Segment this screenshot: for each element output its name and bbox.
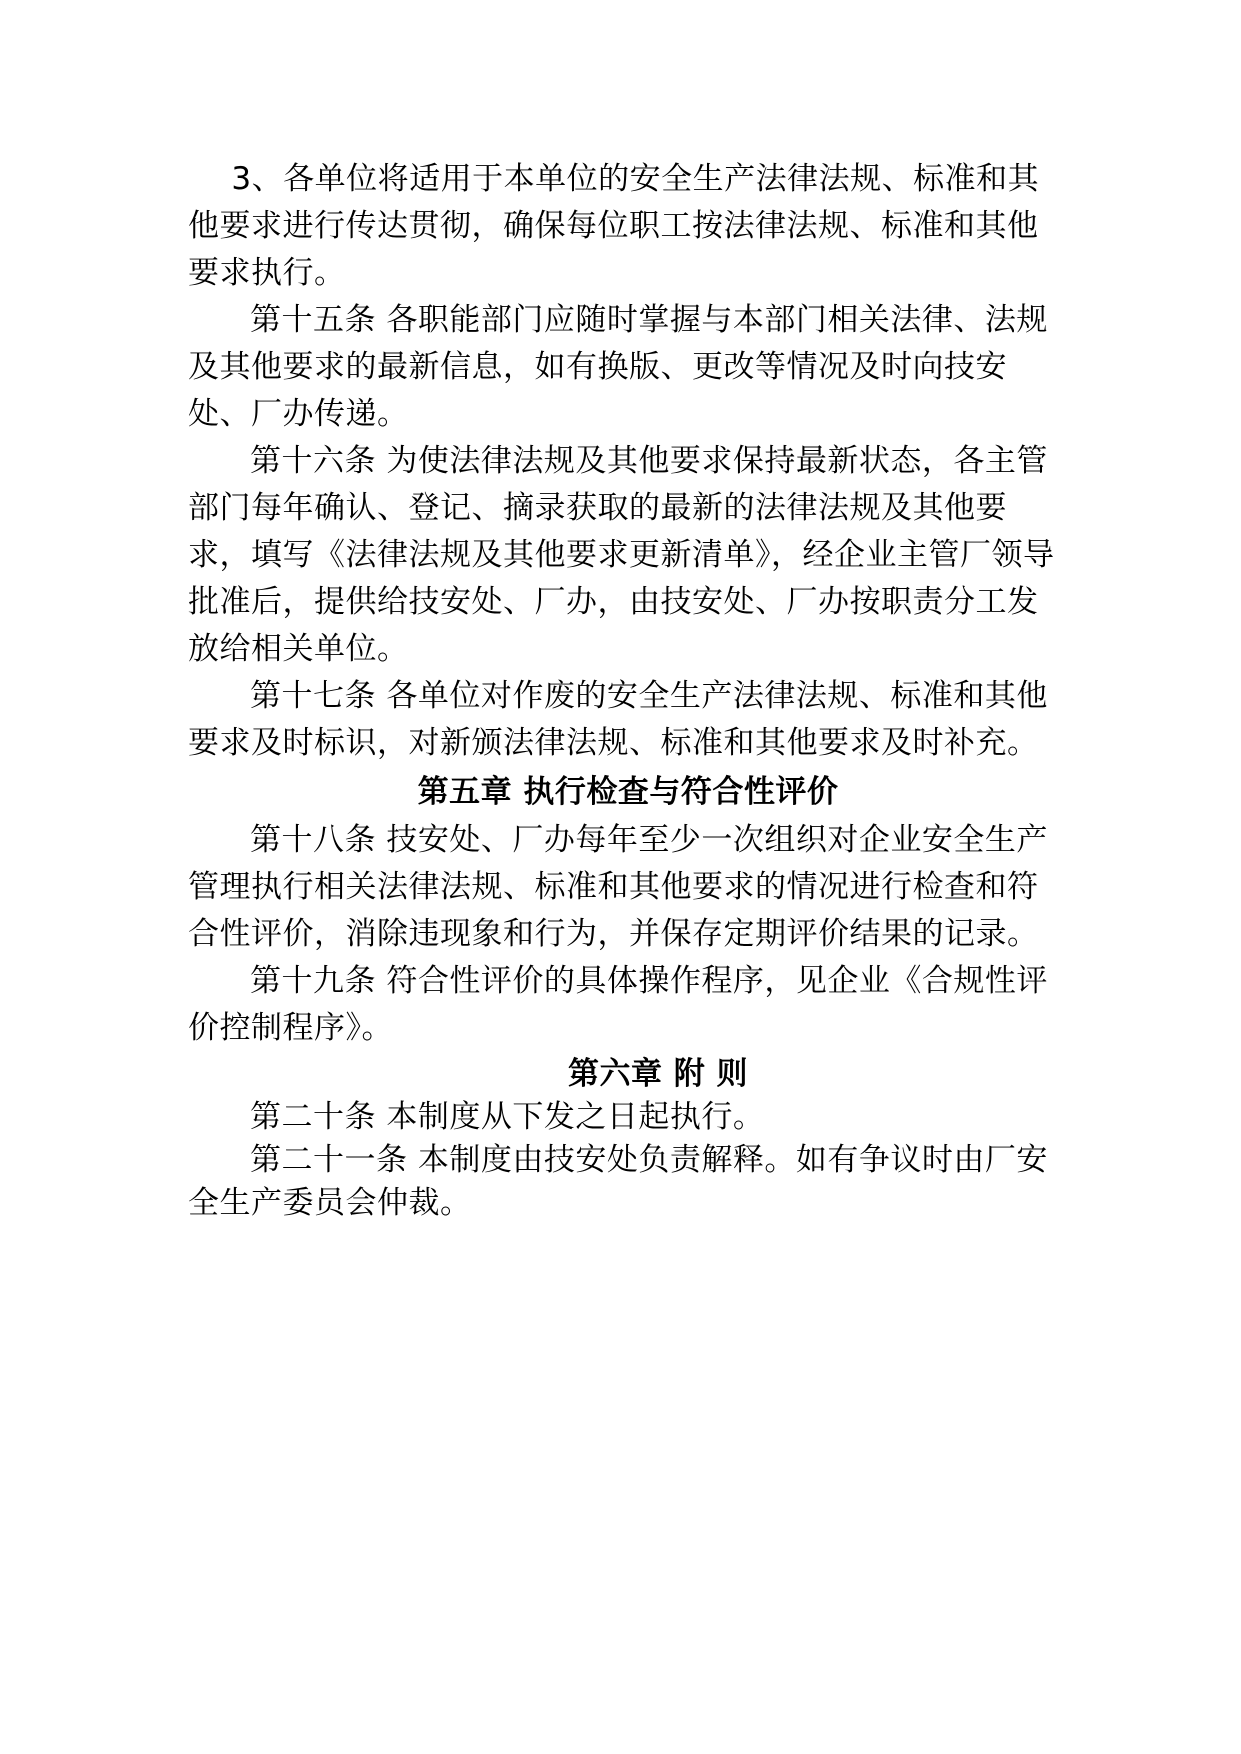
article-21: 第二十一条 本制度由技安处负责解释。如有争议时由厂安全生产委员会仲裁。 xyxy=(188,1142,1048,1221)
paragraph-item-3: 3、各单位将适用于本单位的安全生产法律法规、标准和其他要求进行传达贯彻，确保每位职工按法律法规、标准和其他要求执行。 xyxy=(188,161,1040,291)
article-19: 第十九条 符合性评价的具体操作程序，见企业《合规性评价控制程序》。 xyxy=(188,963,1048,1046)
document-body xyxy=(188,156,1068,1225)
article-17: 第十七条 各单位对作废的安全生产法律法规、标准和其他要求及时标识，对新颁法律法规、标准和其他要求及时补充。 xyxy=(188,678,1048,761)
article-18: 第十八条 技安处、厂办每年至少一次组织对企业安全生产管理执行相关法律法规、标准和其他要求的情况进行检查和符合性评价，消除违现象和行为，并保存定期评价结果的记录。 xyxy=(188,822,1048,952)
article-16: 第十六条 为使法律法规及其他要求保持最新状态，各主管部门每年确认、登记、摘录获取的最新的法律法规及其他要求，填写《法律法规及其他要求更新清单》，经企业主管厂领导批准后，提供给技安处、厂办，由技安处、厂办按职责分工发放给相关单位。 xyxy=(188,443,1055,667)
article-15: 第十五条 各职能部门应随时掌握与本部门相关法律、法规及其他要求的最新信息，如有换版、更改等情况及时向技安处、厂办传递。 xyxy=(188,302,1048,432)
chapter-6-title: 第六章 附 则 xyxy=(567,1056,749,1092)
chapter-5-title: 第五章 执行检查与符合性评价 xyxy=(417,774,839,810)
article-20: 第二十条 本制度从下发之日起执行。 xyxy=(250,1099,765,1135)
